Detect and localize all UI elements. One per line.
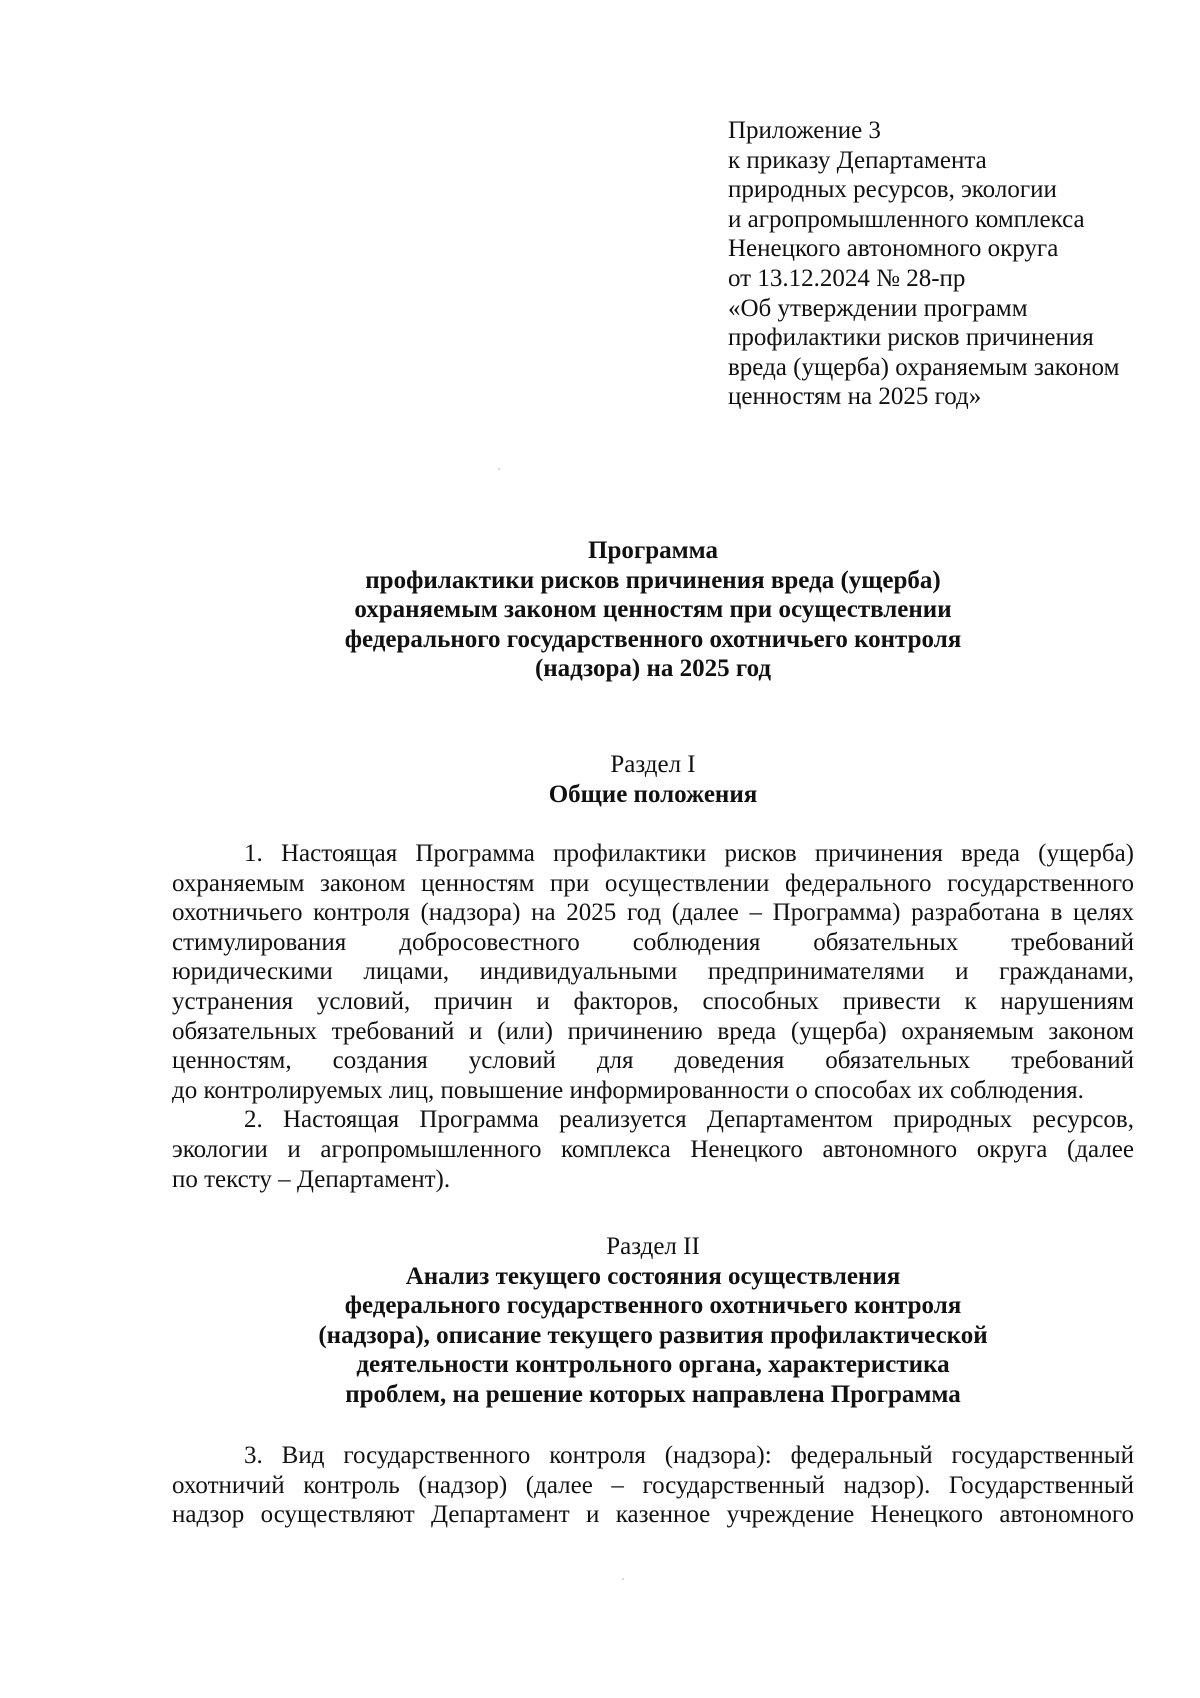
section-title-line: федерального государственного охотничьего контроля (344, 1292, 962, 1319)
section-title-line: проблем, на решение которых направлена Программа (345, 1380, 961, 1408)
appendix-line: Ненецкого автономного округа (728, 235, 1059, 263)
paragraph-line: ценностям, создания условий для доведения обязательных требований (172, 1047, 1134, 1075)
paragraph-line: охотничьего контроля (надзора) на 2025 год (далее – Программа) разработана в целях (172, 899, 1134, 927)
section-2-heading (170, 1232, 1136, 1409)
paragraph-line: стимулирования добросовестного соблюдения обязательных требований (172, 928, 1134, 956)
section-title-line: Анализ текущего состояния осуществления (405, 1262, 901, 1290)
appendix-line: природных ресурсов, экологии (728, 176, 1057, 204)
paragraph-line: охраняемым законом ценностям при осуществлении федерального государственного (172, 869, 1134, 897)
appendix-line: к приказу Департамента (728, 146, 987, 174)
appendix-header (728, 116, 1168, 412)
section-1-heading (170, 750, 1136, 809)
appendix-line: «Об утверждении программ (728, 294, 1028, 322)
scan-speck (622, 1578, 624, 1580)
scan-speck (498, 468, 500, 470)
paragraph-line: до контролируемых лиц, повышение информированности о способах их соблюдения. (172, 1076, 1084, 1104)
paragraph-line: 1. Настоящая Программа профилактики рисков причинения вреда (ущерба) (244, 840, 1134, 867)
section-1-body (172, 839, 1134, 1194)
appendix-line: ценностям на 2025 год» (728, 383, 982, 411)
appendix-line: вреда (ущерба) охраняемым законом (728, 353, 1120, 381)
paragraph-line: обязательных требований и (или) причинению вреда (ущерба) охраняемым законом (172, 1017, 1134, 1045)
section-title-line: (надзора), описание текущего развития профилактической (318, 1321, 988, 1349)
appendix-line: профилактики рисков причинения (728, 324, 1094, 352)
appendix-line: и агропромышленного комплекса (728, 205, 1085, 233)
title-line: федерального государственного охотничьего контроля (344, 625, 962, 653)
paragraph-line: юридическими лицами, индивидуальными предпринимателями и гражданами, (172, 958, 1134, 986)
title-line: охраняемым законом ценностям при осуществлении (354, 596, 952, 623)
paragraph-line: по тексту – Департамент). (172, 1165, 451, 1193)
section-2-body (172, 1441, 1134, 1530)
section-title: Общие положения (548, 780, 758, 808)
paragraph-line: 2. Настоящая Программа реализуется Департаментом природных ресурсов, (244, 1106, 1134, 1134)
appendix-line: от 13.12.2024 № 28-пр (728, 264, 966, 292)
title-line: (надзора) на 2025 год (534, 655, 772, 682)
title-line: Программа (588, 537, 718, 564)
program-title (170, 536, 1136, 684)
appendix-line: Приложение 3 (728, 117, 881, 144)
section-number: Раздел I (610, 751, 696, 778)
section-title-line: деятельности контрольного органа, характеристика (356, 1351, 950, 1378)
paragraph-line: устранения условий, причин и факторов, способных привести к нарушениям (172, 987, 1134, 1015)
paragraph-line: 3. Вид государственного контроля (надзора): федеральный государственный (244, 1442, 1134, 1469)
title-line: профилактики рисков причинения вреда (ущерба) (365, 566, 941, 594)
paragraph-line: надзор осуществляют Департамент и казенное учреждение Ненецкого автономного (172, 1501, 1134, 1529)
paragraph-line: охотничий контроль (надзор) (далее – государственный надзор). Государственный (172, 1471, 1134, 1499)
paragraph-line: экологии и агропромышленного комплекса Ненецкого автономного округа (далее (172, 1135, 1134, 1163)
section-number: Раздел II (606, 1233, 700, 1260)
